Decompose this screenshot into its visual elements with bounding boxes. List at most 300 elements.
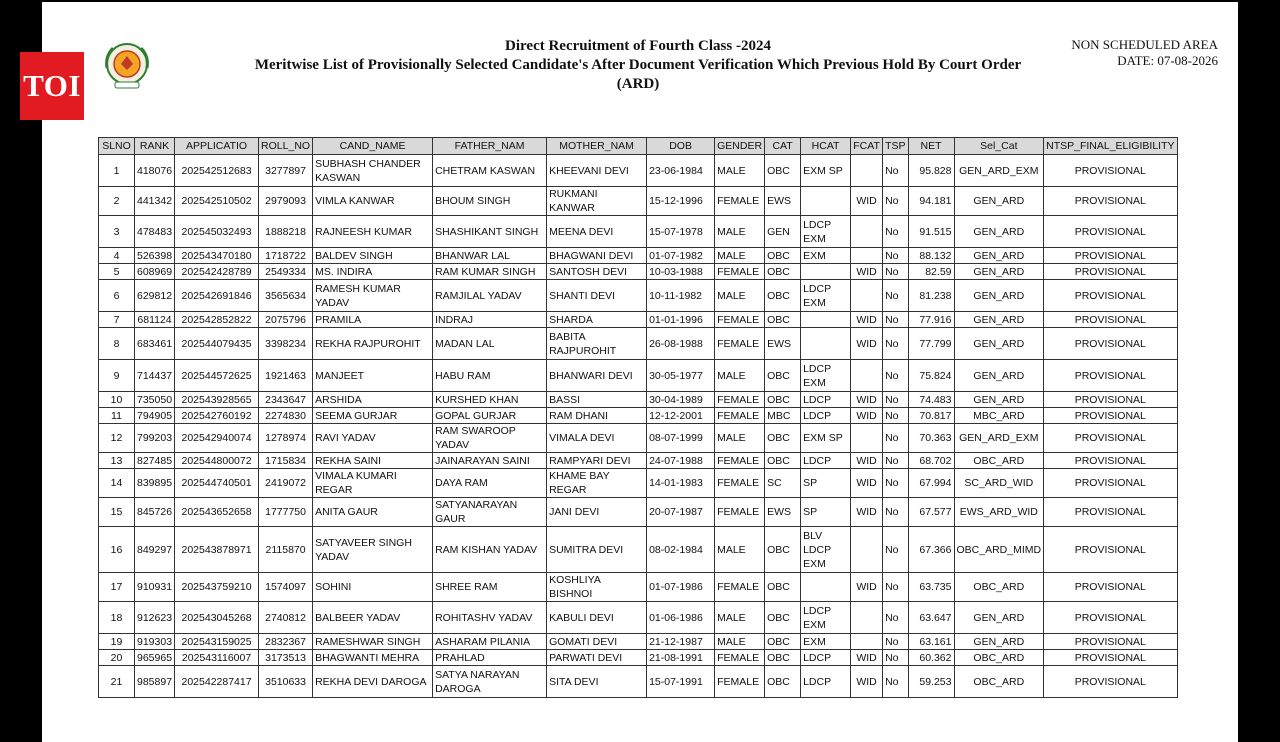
table-cell-slno: 9 [99, 360, 135, 392]
table-cell-gender: MALE [715, 527, 765, 573]
table-cell-hcat: EXM [801, 248, 851, 264]
table-cell-mother: GOMATI DEVI [547, 634, 647, 650]
table-cell-fcat: WID [851, 469, 883, 498]
table-cell-roll: 2075796 [259, 312, 313, 328]
table-cell-cat: OBC [765, 650, 801, 666]
table-cell-app: 202543878971 [175, 527, 259, 573]
table-cell-rank: 608969 [135, 264, 175, 280]
table-cell-rank: 839895 [135, 469, 175, 498]
table-cell-sel: EWS_ARD_WID [954, 498, 1044, 527]
table-cell-tsp: No [883, 280, 908, 312]
table-cell-mother: SHANTI DEVI [547, 280, 647, 312]
table-cell-slno: 5 [99, 264, 135, 280]
table-cell-rank: 794905 [135, 408, 175, 424]
table-cell-hcat: LDCP [801, 666, 851, 698]
table-cell-name: BALBEER YADAV [313, 602, 433, 634]
table-cell-rank: 629812 [135, 280, 175, 312]
column-header: NTSP_FINAL_ELIGIBILITY [1044, 138, 1177, 155]
table-cell-elig: PROVISIONAL [1044, 424, 1177, 453]
table-cell-slno: 13 [99, 453, 135, 469]
table-cell-mother: VIMALA DEVI [547, 424, 647, 453]
table-cell-net: 88.132 [908, 248, 954, 264]
table-cell-elig: PROVISIONAL [1044, 312, 1177, 328]
table-cell-father: RAM KISHAN YADAV [433, 527, 547, 573]
table-cell-tsp: No [883, 408, 908, 424]
table-cell-net: 68.702 [908, 453, 954, 469]
table-cell-net: 77.799 [908, 328, 954, 360]
table-cell-net: 60.362 [908, 650, 954, 666]
table-row [99, 312, 1178, 328]
table-cell-sel: GEN_ARD_EXM [954, 155, 1044, 187]
table-cell-gender: FEMALE [715, 453, 765, 469]
table-cell-elig: PROVISIONAL [1044, 360, 1177, 392]
table-cell-elig: PROVISIONAL [1044, 498, 1177, 527]
table-cell-cat: OBC [765, 666, 801, 698]
table-cell-father: PRAHLAD [433, 650, 547, 666]
table-cell-cat: GEN [765, 216, 801, 248]
table-row [99, 424, 1178, 453]
table-cell-tsp: No [883, 527, 908, 573]
table-cell-sel: GEN_ARD [954, 328, 1044, 360]
table-cell-slno: 20 [99, 650, 135, 666]
table-cell-father: BHANWAR LAL [433, 248, 547, 264]
table-cell-mother: RAMPYARI DEVI [547, 453, 647, 469]
table-cell-app: 202543045268 [175, 602, 259, 634]
table-row [99, 264, 1178, 280]
table-cell-name: VIMLA KANWAR [313, 187, 433, 216]
table-cell-roll: 3565634 [259, 280, 313, 312]
table-cell-dob: 01-06-1986 [647, 602, 715, 634]
table-cell-gender: MALE [715, 360, 765, 392]
title-line-3: (ARD) [616, 76, 660, 92]
table-cell-cat: OBC [765, 453, 801, 469]
table-cell-app: 202543159025 [175, 634, 259, 650]
table-cell-net: 82.59 [908, 264, 954, 280]
table-cell-fcat: WID [851, 328, 883, 360]
table-row [99, 392, 1178, 408]
table-cell-rank: 910931 [135, 573, 175, 602]
table-cell-tsp: No [883, 187, 908, 216]
table-cell-slno: 19 [99, 634, 135, 650]
table-cell-rank: 441342 [135, 187, 175, 216]
table-cell-dob: 30-05-1977 [647, 360, 715, 392]
column-header: FCAT [851, 138, 883, 155]
table-row [99, 498, 1178, 527]
table-cell-hcat [801, 264, 851, 280]
table-cell-tsp: No [883, 498, 908, 527]
table-cell-fcat: WID [851, 392, 883, 408]
table-cell-sel: SC_ARD_WID [954, 469, 1044, 498]
toi-logo: TOI [20, 52, 84, 120]
table-cell-hcat: EXM SP [801, 424, 851, 453]
table-cell-app: 202543116007 [175, 650, 259, 666]
table-cell-tsp: No [883, 328, 908, 360]
table-cell-roll: 3510633 [259, 666, 313, 698]
table-cell-gender: FEMALE [715, 187, 765, 216]
table-cell-mother: BASSI [547, 392, 647, 408]
table-cell-sel: GEN_ARD [954, 634, 1044, 650]
table-cell-cat: EWS [765, 498, 801, 527]
table-cell-gender: FEMALE [715, 573, 765, 602]
table-cell-dob: 01-01-1996 [647, 312, 715, 328]
table-cell-net: 67.577 [908, 498, 954, 527]
table-cell-elig: PROVISIONAL [1044, 187, 1177, 216]
table-cell-father: INDRAJ [433, 312, 547, 328]
column-header: ROLL_NO [259, 138, 313, 155]
table-cell-hcat: LDCP [801, 453, 851, 469]
table-cell-fcat: WID [851, 650, 883, 666]
table-cell-sel: OBC_ARD [954, 453, 1044, 469]
table-cell-gender: MALE [715, 602, 765, 634]
table-cell-father: GOPAL GURJAR [433, 408, 547, 424]
table-cell-cat: EWS [765, 328, 801, 360]
table-cell-roll: 2832367 [259, 634, 313, 650]
table-cell-cat: OBC [765, 573, 801, 602]
table-cell-gender: FEMALE [715, 650, 765, 666]
table-cell-fcat [851, 360, 883, 392]
table-cell-slno: 18 [99, 602, 135, 634]
table-cell-hcat: EXM [801, 634, 851, 650]
table-cell-fcat: WID [851, 312, 883, 328]
table-cell-mother: BABITA RAJPUROHIT [547, 328, 647, 360]
table-cell-cat: OBC [765, 527, 801, 573]
table-cell-name: MS. INDIRA [313, 264, 433, 280]
table-cell-gender: MALE [715, 155, 765, 187]
table-cell-dob: 30-04-1989 [647, 392, 715, 408]
table-cell-roll: 1574097 [259, 573, 313, 602]
table-cell-mother: KHAME BAY REGAR [547, 469, 647, 498]
table-cell-father: JAINARAYAN SAINI [433, 453, 547, 469]
merit-list-table [98, 137, 1178, 698]
table-cell-roll: 2979093 [259, 187, 313, 216]
table-cell-mother: BHAGWANI DEVI [547, 248, 647, 264]
table-row [99, 328, 1178, 360]
table-cell-roll: 3277897 [259, 155, 313, 187]
area-label: NON SCHEDULED AREA [1071, 37, 1218, 52]
table-cell-tsp: No [883, 453, 908, 469]
table-cell-cat: OBC [765, 264, 801, 280]
table-cell-fcat: WID [851, 573, 883, 602]
table-cell-app: 202545032493 [175, 216, 259, 248]
table-cell-roll: 1718722 [259, 248, 313, 264]
table-cell-cat: OBC [765, 424, 801, 453]
table-cell-app: 202542287417 [175, 666, 259, 698]
table-cell-net: 94.181 [908, 187, 954, 216]
table-cell-gender: FEMALE [715, 498, 765, 527]
table-cell-slno: 10 [99, 392, 135, 408]
table-cell-sel: OBC_ARD [954, 573, 1044, 602]
table-cell-fcat [851, 602, 883, 634]
table-cell-roll: 2274830 [259, 408, 313, 424]
column-header: CAT [765, 138, 801, 155]
table-cell-app: 202543759210 [175, 573, 259, 602]
column-header: APPLICATIO [175, 138, 259, 155]
table-cell-rank: 912623 [135, 602, 175, 634]
table-cell-roll: 2343647 [259, 392, 313, 408]
table-cell-hcat: LDCP [801, 650, 851, 666]
table-cell-tsp: No [883, 312, 908, 328]
table-cell-elig: PROVISIONAL [1044, 248, 1177, 264]
table-row [99, 650, 1178, 666]
table-cell-hcat: LDCP [801, 408, 851, 424]
table-cell-hcat: LDCP [801, 392, 851, 408]
table-cell-dob: 10-03-1988 [647, 264, 715, 280]
table-cell-roll: 2419072 [259, 469, 313, 498]
table-cell-rank: 919303 [135, 634, 175, 650]
table-cell-elig: PROVISIONAL [1044, 408, 1177, 424]
table-cell-app: 202544572625 [175, 360, 259, 392]
board-emblem-icon [99, 38, 155, 94]
table-cell-name: REKHA SAINI [313, 453, 433, 469]
table-cell-mother: MEENA DEVI [547, 216, 647, 248]
table-cell-hcat: LDCP EXM [801, 216, 851, 248]
table-row [99, 187, 1178, 216]
table-cell-app: 202542510502 [175, 187, 259, 216]
table-row [99, 155, 1178, 187]
table-cell-net: 70.363 [908, 424, 954, 453]
table-cell-roll: 2549334 [259, 264, 313, 280]
table-cell-app: 202544800072 [175, 453, 259, 469]
column-header: SLNO [99, 138, 135, 155]
table-cell-fcat [851, 216, 883, 248]
table-cell-rank: 799203 [135, 424, 175, 453]
table-cell-elig: PROVISIONAL [1044, 155, 1177, 187]
table-cell-roll: 2115870 [259, 527, 313, 573]
table-cell-cat: OBC [765, 602, 801, 634]
table-cell-fcat: WID [851, 666, 883, 698]
table-cell-father: CHETRAM KASWAN [433, 155, 547, 187]
table-cell-name: SEEMA GURJAR [313, 408, 433, 424]
table-cell-mother: KABULI DEVI [547, 602, 647, 634]
table-cell-rank: 735050 [135, 392, 175, 408]
table-cell-slno: 16 [99, 527, 135, 573]
table-cell-elig: PROVISIONAL [1044, 216, 1177, 248]
table-cell-dob: 01-07-1986 [647, 573, 715, 602]
table-cell-sel: GEN_ARD [954, 602, 1044, 634]
table-cell-app: 202542512683 [175, 155, 259, 187]
table-cell-mother: BHANWARI DEVI [547, 360, 647, 392]
table-cell-sel: GEN_ARD [954, 392, 1044, 408]
table-cell-dob: 15-07-1991 [647, 666, 715, 698]
column-header: RANK [135, 138, 175, 155]
table-cell-father: RAM KUMAR SINGH [433, 264, 547, 280]
table-cell-elig: PROVISIONAL [1044, 264, 1177, 280]
table-cell-cat: SC [765, 469, 801, 498]
title-line-2: Meritwise List of Provisionally Selected Candidate's After Document Verification Which Previous Hold By Court Order [254, 57, 1022, 73]
table-cell-father: ASHARAM PILANIA [433, 634, 547, 650]
table-cell-gender: FEMALE [715, 392, 765, 408]
table-cell-rank: 849297 [135, 527, 175, 573]
table-cell-net: 63.647 [908, 602, 954, 634]
table-cell-slno: 1 [99, 155, 135, 187]
table-cell-slno: 4 [99, 248, 135, 264]
table-cell-sel: GEN_ARD [954, 248, 1044, 264]
table-cell-net: 70.817 [908, 408, 954, 424]
table-cell-dob: 01-07-1982 [647, 248, 715, 264]
table-cell-fcat: WID [851, 408, 883, 424]
table-cell-name: BALDEV SINGH [313, 248, 433, 264]
table-cell-gender: MALE [715, 280, 765, 312]
column-header: GENDER [715, 138, 765, 155]
document-page [42, 2, 1238, 742]
table-cell-net: 77.916 [908, 312, 954, 328]
table-row [99, 216, 1178, 248]
table-cell-name: VIMALA KUMARI REGAR [313, 469, 433, 498]
table-cell-roll: 2740812 [259, 602, 313, 634]
table-cell-father: SHASHIKANT SINGH [433, 216, 547, 248]
table-cell-tsp: No [883, 666, 908, 698]
table-cell-name: ANITA GAUR [313, 498, 433, 527]
document-title [182, 36, 1094, 94]
table-cell-dob: 21-08-1991 [647, 650, 715, 666]
table-cell-dob: 12-12-2001 [647, 408, 715, 424]
table-cell-father: RAMJILAL YADAV [433, 280, 547, 312]
table-row [99, 248, 1178, 264]
table-cell-father: SATYANARAYAN GAUR [433, 498, 547, 527]
table-cell-roll: 1715834 [259, 453, 313, 469]
table-cell-mother: JANI DEVI [547, 498, 647, 527]
table-cell-net: 67.366 [908, 527, 954, 573]
table-cell-rank: 683461 [135, 328, 175, 360]
table-cell-slno: 15 [99, 498, 135, 527]
table-cell-dob: 14-01-1983 [647, 469, 715, 498]
table-cell-hcat: EXM SP [801, 155, 851, 187]
table-cell-elig: PROVISIONAL [1044, 634, 1177, 650]
table-cell-cat: OBC [765, 392, 801, 408]
table-cell-name: SUBHASH CHANDER KASWAN [313, 155, 433, 187]
table-cell-elig: PROVISIONAL [1044, 469, 1177, 498]
column-header: FATHER_NAM [433, 138, 547, 155]
table-cell-slno: 7 [99, 312, 135, 328]
column-header: HCAT [801, 138, 851, 155]
table-cell-sel: GEN_ARD_EXM [954, 424, 1044, 453]
table-cell-net: 63.161 [908, 634, 954, 650]
table-cell-dob: 23-06-1984 [647, 155, 715, 187]
table-cell-fcat [851, 424, 883, 453]
table-cell-hcat [801, 573, 851, 602]
table-cell-tsp: No [883, 424, 908, 453]
table-cell-tsp: No [883, 216, 908, 248]
table-cell-net: 95.828 [908, 155, 954, 187]
column-header: DOB [647, 138, 715, 155]
table-cell-gender: FEMALE [715, 469, 765, 498]
table-row [99, 360, 1178, 392]
table-cell-father: SATYA NARAYAN DAROGA [433, 666, 547, 698]
table-row [99, 280, 1178, 312]
table-cell-tsp: No [883, 602, 908, 634]
table-cell-cat: OBC [765, 312, 801, 328]
table-cell-fcat: WID [851, 498, 883, 527]
table-cell-elig: PROVISIONAL [1044, 527, 1177, 573]
table-cell-name: PRAMILA [313, 312, 433, 328]
table-cell-elig: PROVISIONAL [1044, 280, 1177, 312]
table-cell-roll: 1278974 [259, 424, 313, 453]
table-cell-fcat [851, 634, 883, 650]
table-cell-name: RAVI YADAV [313, 424, 433, 453]
table-cell-fcat: WID [851, 264, 883, 280]
table-cell-gender: MALE [715, 424, 765, 453]
table-cell-slno: 8 [99, 328, 135, 360]
table-cell-app: 202542940074 [175, 424, 259, 453]
table-cell-fcat [851, 527, 883, 573]
title-line-1: Direct Recruitment of Fourth Class -2024 [505, 38, 771, 54]
table-cell-name: REKHA DEVI DAROGA [313, 666, 433, 698]
table-cell-hcat: LDCP EXM [801, 280, 851, 312]
table-cell-dob: 20-07-1987 [647, 498, 715, 527]
table-cell-roll: 3398234 [259, 328, 313, 360]
table-cell-elig: PROVISIONAL [1044, 392, 1177, 408]
table-cell-app: 202542691846 [175, 280, 259, 312]
table-cell-dob: 10-11-1982 [647, 280, 715, 312]
table-cell-dob: 08-02-1984 [647, 527, 715, 573]
table-cell-dob: 21-12-1987 [647, 634, 715, 650]
table-cell-slno: 14 [99, 469, 135, 498]
table-cell-sel: OBC_ARD [954, 666, 1044, 698]
table-cell-sel: MBC_ARD [954, 408, 1044, 424]
table-cell-name: MANJEET [313, 360, 433, 392]
table-cell-gender: FEMALE [715, 666, 765, 698]
table-cell-mother: RAM DHANI [547, 408, 647, 424]
table-cell-gender: FEMALE [715, 328, 765, 360]
table-cell-tsp: No [883, 155, 908, 187]
column-header: MOTHER_NAM [547, 138, 647, 155]
table-cell-rank: 681124 [135, 312, 175, 328]
table-cell-name: SOHINI [313, 573, 433, 602]
table-cell-hcat [801, 328, 851, 360]
table-cell-rank: 714437 [135, 360, 175, 392]
table-cell-tsp: No [883, 634, 908, 650]
table-cell-net: 75.824 [908, 360, 954, 392]
table-cell-dob: 08-07-1999 [647, 424, 715, 453]
table-cell-sel: GEN_ARD [954, 360, 1044, 392]
table-cell-hcat [801, 312, 851, 328]
table-cell-app: 202542428789 [175, 264, 259, 280]
table-cell-dob: 26-08-1988 [647, 328, 715, 360]
table-cell-slno: 3 [99, 216, 135, 248]
table-cell-dob: 24-07-1988 [647, 453, 715, 469]
table-cell-elig: PROVISIONAL [1044, 573, 1177, 602]
table-cell-hcat: LDCP EXM [801, 360, 851, 392]
table-cell-mother: KOSHLIYA BISHNOI [547, 573, 647, 602]
table-cell-fcat: WID [851, 453, 883, 469]
table-row [99, 666, 1178, 698]
column-header: NET [908, 138, 954, 155]
table-cell-elig: PROVISIONAL [1044, 328, 1177, 360]
table-cell-dob: 15-12-1996 [647, 187, 715, 216]
table-row [99, 453, 1178, 469]
table-cell-cat: EWS [765, 187, 801, 216]
table-cell-sel: OBC_ARD [954, 650, 1044, 666]
table-cell-mother: PARWATI DEVI [547, 650, 647, 666]
table-cell-slno: 21 [99, 666, 135, 698]
table-cell-rank: 526398 [135, 248, 175, 264]
table-cell-rank: 845726 [135, 498, 175, 527]
table-cell-sel: GEN_ARD [954, 187, 1044, 216]
table-cell-tsp: No [883, 650, 908, 666]
table-cell-rank: 827485 [135, 453, 175, 469]
table-cell-name: SATYAVEER SINGH YADAV [313, 527, 433, 573]
table-cell-sel: OBC_ARD_MIMD [954, 527, 1044, 573]
table-cell-gender: FEMALE [715, 408, 765, 424]
table-cell-father: HABU RAM [433, 360, 547, 392]
table-row [99, 634, 1178, 650]
table-cell-name: RAJNEESH KUMAR [313, 216, 433, 248]
table-cell-net: 59.253 [908, 666, 954, 698]
table-cell-app: 202544740501 [175, 469, 259, 498]
table-row [99, 527, 1178, 573]
table-cell-gender: MALE [715, 248, 765, 264]
table-cell-roll: 1777750 [259, 498, 313, 527]
